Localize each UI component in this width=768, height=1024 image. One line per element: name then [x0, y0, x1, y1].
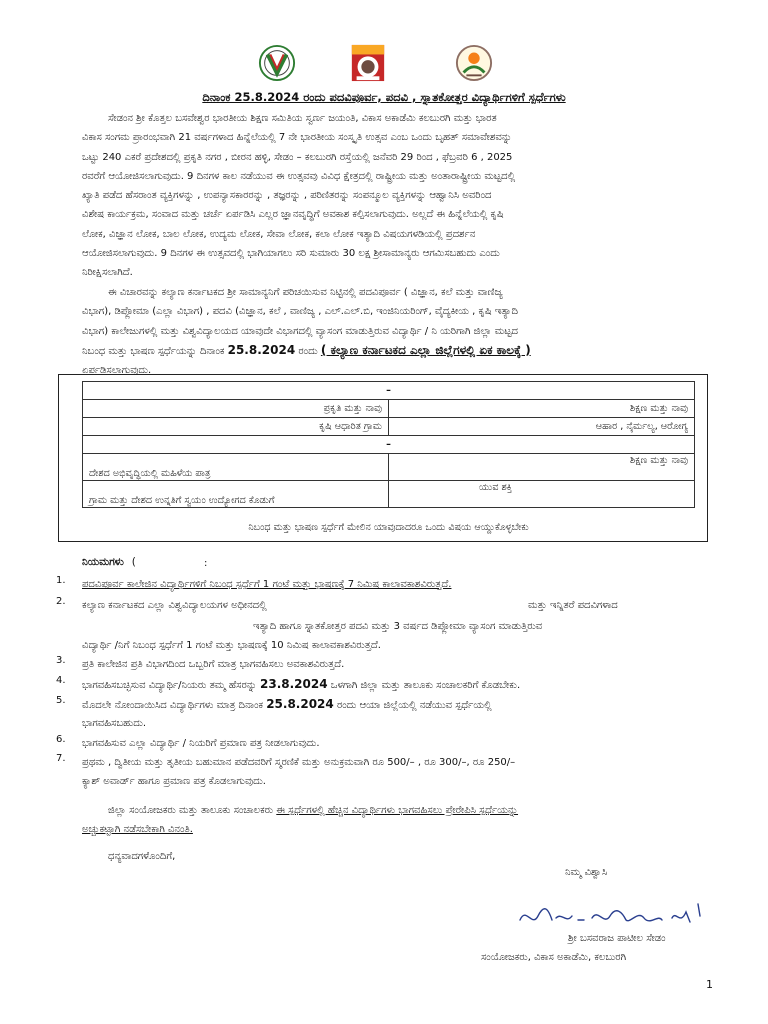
- table-row: [83, 418, 695, 436]
- academy-logo: [350, 44, 386, 82]
- competition-paragraph: [82, 283, 722, 380]
- rule-item-part: ಮತ್ತು ಇನ್ನಿತರೆ ಪದವಿಗಳಾದ: [528, 600, 618, 611]
- rule-item: ಪ್ರಥಮ , ದ್ವಿತೀಯ ಮತ್ತು ತೃತೀಯ ಬಹುಮಾನ ಪಡೆದವರಿಗೆ ಸ್ಮರಣಿಕೆ ಮತ್ತು ಅನುಕ್ರಮವಾಗಿ ರೂ 500/– , ರೂ 300/–, ರೂ 250/–: [82, 757, 516, 768]
- utsava-logo: [455, 44, 493, 82]
- intro-line: ಖ್ಯಾತಿ ಪಡೆದ ಹೆಸರಾಂತ ವ್ಯಕ್ತಿಗಳನ್ನು , ಉಪನ್ಯಾಸಕಾರರನ್ನು , ತಜ್ಞರನ್ನು , ಪರಿಣಿತರನ್ನು ಸಂಪನ್ಮೂಲ ವ್ಯಕ್ತಿಗಳನ್ನು ಆಹ್ವಾನಿಸಿ ಅವರಿಂದ: [82, 190, 492, 202]
- region-note: ( ಕಲ್ಯಾಣ ಕರ್ನಾಟಕದ ಎಲ್ಲಾ ಜಿಲ್ಲೆಗಳಲ್ಲಿ ಏಕ ಕಾಲಕ್ಕೆ ): [320, 342, 531, 357]
- table-note: ನಿಬಂಧ ಮತ್ತು ಭಾಷಣ ಸ್ಪರ್ಧೆಗೆ ಮೇಲಿನ ಯಾವುದಾದರೂ ಒಂದು ವಿಷಯ ಆಯ್ದುಕೊಳ್ಳಬೇಕು: [248, 522, 529, 533]
- event-date: 25.8.2024: [266, 697, 334, 711]
- topics-table: [82, 381, 695, 508]
- rules-heading: ನಿಯಮಗಳು (: [82, 556, 136, 568]
- yours-faithfully: ನಿಮ್ಮ ವಿಶ್ವಾಸಿ: [565, 867, 608, 878]
- table-cell: ಶಿಕ್ಷಣ ಮತ್ತು ನಾವು: [389, 400, 695, 418]
- rule-number: 5.: [56, 695, 66, 706]
- rule-number: 3.: [56, 655, 66, 666]
- rule-number: 6.: [56, 734, 66, 745]
- logo-row: [0, 44, 768, 84]
- thanks-text: ಧನ್ಯವಾದಗಳೊಂದಿಗೆ,: [108, 851, 176, 862]
- table-cell: ಗ್ರಾಮ ಮತ್ತು ದೇಶದ ಉನ್ನತಿಗೆ ಸ್ವಯಂ ಉದ್ಯೋಗದ ಕೊಡುಗೆ: [83, 481, 389, 508]
- signer-name: ಶ್ರೀ ಬಸವರಾಜ ಪಾಟೀಲ ಸೇಡಂ: [568, 933, 666, 944]
- rule-item: ಭಾಗವಹಿಸಬಚ್ಛಿಸುವ ವಿದ್ಯಾರ್ಥಿ/ನಿಯರು ತಮ್ಮ ಹೆಸರನ್ನು 23.8.2024 ಒಳಗಾಗಿ ಜಿಲ್ಲಾ ಮತ್ತು ತಾಲೂಕು ಸಂಚಾಲಕರಿಗೆ ಕೊಡಬೇಕು.: [82, 677, 521, 691]
- competition-line: ವಿಭಾಗ) ಕಾಲೇಜುಗಳಲ್ಲಿ ಮತ್ತು ವಿಶ್ವವಿದ್ಯಾಲಯದ ಯಾವುದೇ ವಿಭಾಗದಲ್ಲಿ ವ್ಯಾಸಂಗ ಮಾಡುತ್ತಿರುವ ವಿದ್ಯಾರ್ಥಿ / ನಿ ಯರಿಗಾಗಿ ಜಿಲ್ಲಾ ಮಟ್ಟದ: [82, 325, 518, 337]
- table-row: [83, 382, 695, 400]
- signer-title: ಸಂಯೋಜಕರು, ವಿಕಾಸ ಅಕಾಡೆಮಿ, ಕಲಬುರಗಿ: [481, 952, 627, 963]
- closing-line: ಅಚ್ಚುಕಟ್ಟಾಗಿ ನಡೆಸಬೇಕಾಗಿ ವಿನಂತಿ.: [82, 824, 193, 835]
- table-cell: ಯುವ ಶಕ್ತಿ: [389, 481, 695, 508]
- table-row: [83, 436, 695, 454]
- rule-item: ಮೊದಲೇ ನೋಂದಾಯಿಸಿದ ವಿದ್ಯಾರ್ಥಿಗಳು ಮಾತ್ರ ದಿನಾಂಕ 25.8.2024 ರಂದು ಆಯಾ ಜಿಲ್ಲೆಯಲ್ಲಿ ನಡೆಯುವ ಸ್ಪರ್ಧೆಯಲ್ಲಿ: [82, 697, 492, 711]
- rule-item-part: ಇತ್ಯಾದಿ ಹಾಗೂ ಸ್ನಾತಕೋತ್ತರ ಪದವಿ ಮತ್ತು 3 ವರ್ಷದ ಡಿಪ್ಲೋಮಾ ವ್ಯಾಸಂಗ ಮಾಡುತ್ತಿರುವ: [253, 621, 543, 632]
- intro-line: ಆಯೋಜಿಸಲಾಗುವುದು. 9 ದಿನಗಳ ಈ ಉತ್ಸವದಲ್ಲಿ ಭಾಗಿಯಾಗಲು ಸರಿ ಸುಮಾರು 30 ಲಕ್ಷ ಶ್ರೀಸಾಮಾನ್ಯರು ಆಗಮಿಸಬಹುದು ಎಂದು: [82, 248, 500, 260]
- competition-line: ಈ ವಿಚಾರವನ್ನು ಕಲ್ಯಾಣ ಕರ್ನಾಟಕದ ಶ್ರೀ ಸಾಮಾನ್ಯನಿಗೆ ಪರಿಚಯಿಸುವ ನಿಟ್ಟಿನಲ್ಲಿ ಪದವಿಪೂರ್ವ ( ವಿಜ್ಞಾನ, ಕಲೆ ಮತ್ತು ವಾಣಿಜ್ಯ: [108, 287, 503, 298]
- intro-line: ಲೋಕ, ವಿಜ್ಞಾನ ಲೋಕ, ಬಾಲ ಲೋಕ, ಉದ್ಯಮ ಲೋಕ, ಸೇವಾ ಲೋಕ, ಕಲಾ ಲೋಕ ಇತ್ಯಾದಿ ವಿಷಯಗಳಡಿಯಲ್ಲಿ ಪ್ರದರ್ಶನ: [82, 228, 476, 240]
- rule-number: 7.: [56, 753, 66, 764]
- rule-item: ಪ್ರತಿ ಕಾಲೇಜಿನ ಪ್ರತಿ ವಿಭಾಗದಿಂದ ಒಬ್ಬರಿಗೆ ಮಾತ್ರ ಭಾಗವಹಿಸಲು ಅವಕಾಶವಿರುತ್ತದೆ.: [82, 659, 345, 670]
- rule-number: 2.: [56, 596, 66, 607]
- rule-item-part: ಕ್ಯಾಶ್ ಅವಾರ್ಡ್ ಹಾಗೂ ಪ್ರಮಾಣ ಪತ್ರ ಕೊಡಲಾಗುವುದು.: [82, 776, 266, 787]
- table-cell: ಪ್ರಕೃತಿ ಮತ್ತು ನಾವು: [83, 400, 389, 418]
- intro-line: ವಿಕಾಸ ಸಂಗಮ ಪ್ರಾರಂಭವಾಗಿ 21 ವರ್ಷಗಳಾದ ಹಿನ್ನೆಲೆಯಲ್ಲಿ 7 ನೇ ಭಾರತೀಯ ಸಂಸ್ಕೃತಿ ಉತ್ಸವ ಎಂಬ ಒಂದು ಬೃಹತ್ ಸಮಾವೇಶವನ್ನು: [82, 132, 512, 144]
- rule-item-part: ಭಾಗವಹಿಸಬಹುದು.: [82, 718, 147, 729]
- intro-line: ವಿಶೇಷ ಕಾರ್ಯಕ್ರಮ, ಸಂವಾದ ಮತ್ತು ಚರ್ಚೆ ಏರ್ಪಡಿಸಿ ಎಲ್ಲರ ಜ್ಞಾನವೃದ್ಧಿಗೆ ಅವಕಾಶ ಕಲ್ಪಿಸಲಾಗುವುದು. ಅಲ್ಲದೆ ಈ ಹಿನ್ನೆಲೆಯಲ್ಲಿ ಕೃಷಿ: [82, 209, 504, 221]
- competition-date: 25.8.2024: [227, 342, 296, 357]
- table-cell: ಆಹಾರ , ನೈರ್ಮಲ್ಯ, ಆರೋಗ್ಯ: [389, 418, 695, 436]
- rule-item: ಭಾಗವಹಿಸುವ ಎಲ್ಲಾ ವಿದ್ಯಾರ್ಥಿ / ನಿಯರಿಗೆ ಪ್ರಮಾಣ ಪತ್ರ ನೀಡಲಾಗುವುದು.: [82, 738, 320, 749]
- table-cell: ಶಿಕ್ಷಣ ಮತ್ತು ನಾವು: [389, 454, 695, 481]
- closing-paragraph: [82, 801, 722, 839]
- rule-item: ಪದವಿಪೂರ್ವ ಕಾಲೇಜಿನ ವಿದ್ಯಾರ್ಥಿಗಳಿಗೆ ನಿಬಂಧ ಸ್ಪರ್ಧೆಗೆ 1 ಗಂಟೆ ಮತ್ತು ಭಾಷಣಕ್ಕೆ 7 ನಿಮಿಷ ಕಾಲಾವಕಾಶವಿರುತ್ತದೆ.: [82, 579, 452, 590]
- intro-line: ರವರೆಗೆ ಆಯೋಜಿಸಲಾಗುವುದು. 9 ದಿನಗಳ ಕಾಲ ನಡೆಯುವ ಈ ಉತ್ಸವವು ವಿವಿಧ ಕ್ಷೇತ್ರದಲ್ಲಿ ರಾಷ್ಟ್ರೀಯ ಮತ್ತು ಅಂತಾರಾಷ್ಟ್ರೀಯ ಮಟ್ಟದಲ್ಲಿ: [82, 170, 516, 182]
- samiti-logo: [258, 44, 296, 82]
- competition-line: ವಿಭಾಗ), ಡಿಪ್ಲೋಮಾ (ಎಲ್ಲಾ ವಿಭಾಗ) , ಪದವಿ (ವಿಜ್ಞಾನ, ಕಲೆ , ವಾಣಿಜ್ಯ , ಎಲ್.ಎಲ್.ಬಿ, ಇಂಜಿನಿಯರಿಂಗ್, ವೈದ್ಯಕೀಯ , ಕೃಷಿ ಇತ್ಯಾದಿ: [82, 306, 518, 318]
- intro-line: ನಿರೀಕ್ಷಿಸಲಾಗಿದೆ.: [82, 267, 133, 279]
- table-cell: –: [83, 436, 695, 454]
- rules-colon: :: [204, 558, 208, 569]
- intro-line: ಸೇಡಂನ ಶ್ರೀ ಕೊತ್ತಲ ಬಸವೇಶ್ವರ ಭಾರತೀಯ ಶಿಕ್ಷಣ ಸಮಿತಿಯ ಸ್ವರ್ಣ ಜಯಂತಿ, ವಿಕಾಸ ಅಕಾಡೆಮಿ ಕಲಬುರಗಿ ಮತ್ತು ಭಾರತ: [108, 113, 497, 124]
- page-title: ದಿನಾಂಕ 25.8.2024 ರಂದು ಪದವಿಪೂರ್ವ, ಪದವಿ , ಸ್ನಾತಕೋತ್ತರ ವಿದ್ಯಾರ್ಥಿಗಳಿಗೆ ಸ್ಪರ್ಧೆಗಳು: [202, 90, 566, 104]
- rule-item-part: ವಿದ್ಯಾರ್ಥಿ /ನಿಗೆ ನಿಬಂಧ ಸ್ಪರ್ಧೆಗೆ 1 ಗಂಟೆ ಮತ್ತು ಭಾಷಣಕ್ಕೆ 10 ನಿಮಿಷ ಕಾಲಾವಕಾಶವಿರುತ್ತದೆ.: [82, 640, 381, 651]
- rule-item: ಕಲ್ಯಾಣ ಕರ್ನಾಟಕದ ಎಲ್ಲಾ ವಿಶ್ವವಿದ್ಯಾಲಯಗಳ ಅಧೀನದಲ್ಲಿ: [82, 600, 267, 611]
- table-row: [83, 454, 695, 481]
- registration-date: 23.8.2024: [260, 677, 328, 691]
- intro-paragraph: [82, 109, 722, 283]
- table-cell: ದೇಶದ ಅಭಿವೃದ್ಧಿಯಲ್ಲಿ ಮಹಿಳೆಯ ಪಾತ್ರ: [83, 454, 389, 481]
- table-cell: ಕೃಷಿ ಆಧಾರಿತ ಗ್ರಾಮ: [83, 418, 389, 436]
- table-row: [83, 481, 695, 508]
- competition-line: ಏರ್ಪಡಿಸಲಾಗುವುದು.: [82, 365, 152, 377]
- table-cell: –: [83, 382, 695, 400]
- rule-number: 4.: [56, 675, 66, 686]
- rule-number: 1.: [56, 575, 66, 586]
- handwritten-signature: [512, 898, 712, 932]
- page-number: 1: [706, 978, 713, 991]
- competition-line-date: ನಿಬಂಧ ಮತ್ತು ಭಾಷಣ ಸ್ಪರ್ಧೆಯನ್ನು ದಿನಾಂಕ 25.8.2024 ರಂದು ( ಕಲ್ಯಾಣ ಕರ್ನಾಟಕದ ಎಲ್ಲಾ ಜಿಲ್ಲೆಗಳಲ್ಲಿ ಏಕ ಕಾಲಕ್ಕೆ ): [82, 342, 531, 357]
- closing-line: ಜಿಲ್ಲಾ ಸಂಯೋಜಕರು ಮತ್ತು ತಾಲೂಕು ಸಂಚಾಲಕರು ಈ ಸ್ಪರ್ಧೆಗಳಲ್ಲಿ ಹೆಚ್ಚಿನ ವಿದ್ಯಾರ್ಥಿಗಳು ಭಾಗವಹಿಸಲು ಪ್ರೇರೇಪಿಸಿ ಸ್ಪರ್ಧೆಯನ್ನು: [108, 805, 519, 816]
- intro-line: ಒಟ್ಟು 240 ಎಕರೆ ಪ್ರದೇಶದಲ್ಲಿ ಪ್ರಕೃತಿ ನಗರ , ಬೀರನ ಹಳ್ಳಿ, ಸೇಡಂ – ಕಲಬುರಗಿ ರಸ್ತೆಯಲ್ಲಿ ಜನೆವರಿ 29 ರಿಂದ , ಫೆಬ್ರವರಿ 6 , 2025: [82, 151, 513, 163]
- table-row: [83, 400, 695, 418]
